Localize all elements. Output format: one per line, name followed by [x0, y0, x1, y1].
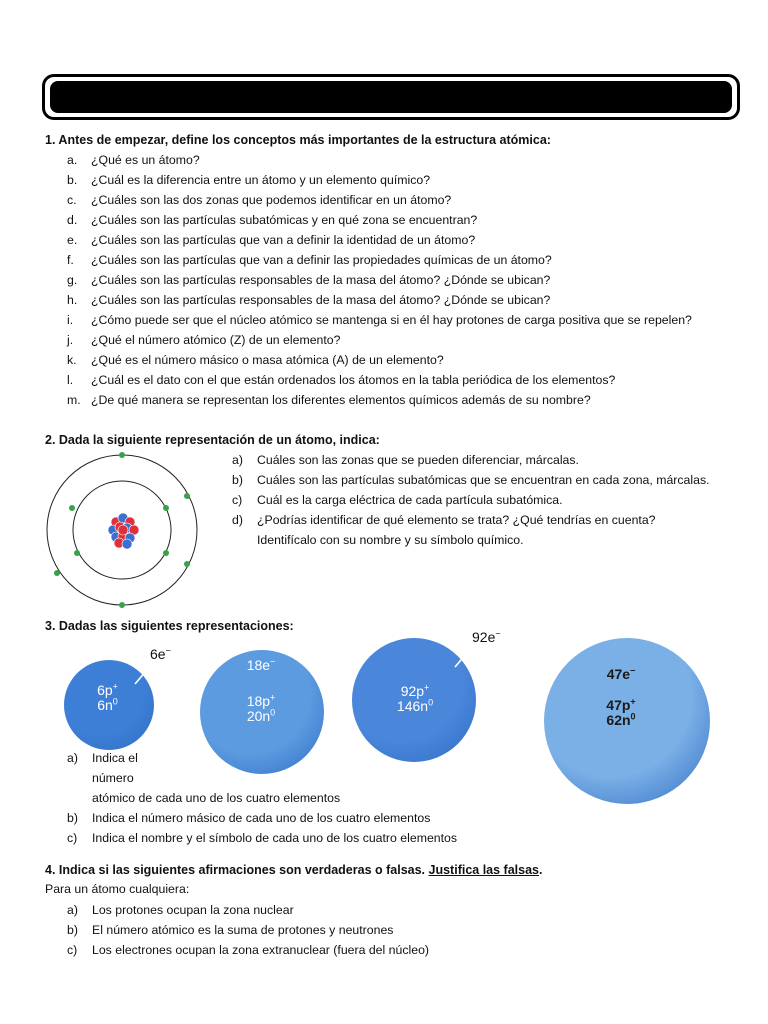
q3-title: 3. Dadas las siguientes representaciones: — [45, 619, 294, 633]
proton — [118, 525, 128, 535]
electron — [184, 561, 190, 567]
atom-nucleus-label: 47p+ $62n^0$ — [606, 696, 636, 728]
electron — [184, 493, 190, 499]
electron — [163, 550, 169, 556]
header-bar — [42, 74, 740, 120]
electron — [119, 452, 125, 458]
electron-label: 47e− — [606, 665, 636, 682]
electron — [74, 550, 80, 556]
atom-nucleus-label: 92p+ $146n^0$ — [396, 682, 434, 714]
atom-nucleus-label: 18p+ $20n^0$ — [246, 692, 276, 724]
neutron — [122, 539, 132, 549]
q2-title: 2. Dada la siguiente representación de un átomo, indica: — [45, 433, 380, 447]
electron-label: 18e− — [246, 656, 276, 673]
q4-intro: Para un átomo cualquiera: — [45, 882, 190, 896]
pointer-line — [132, 662, 154, 686]
electron-label: 6e− — [150, 645, 171, 662]
q4-title-emphasis: Justifica las falsas — [428, 863, 539, 877]
pointer-line — [452, 645, 474, 669]
q1-title: 1. Antes de empezar, define los conceptos más importantes de la estructura atómica: — [45, 133, 551, 147]
nucleus — [108, 513, 139, 549]
atom-diagram — [42, 450, 202, 612]
electron-label: 92e− — [472, 628, 501, 645]
electron — [163, 505, 169, 511]
header-title — [50, 81, 732, 113]
q4-title: 4. Indica si las siguientes afirmaciones son verdaderas o falsas. Justifica las falsas. — [45, 863, 543, 877]
electron — [54, 570, 60, 576]
atom-nucleus-label: 6p+ $6n^0$ — [97, 681, 118, 713]
electron — [119, 602, 125, 608]
electron — [69, 505, 75, 511]
